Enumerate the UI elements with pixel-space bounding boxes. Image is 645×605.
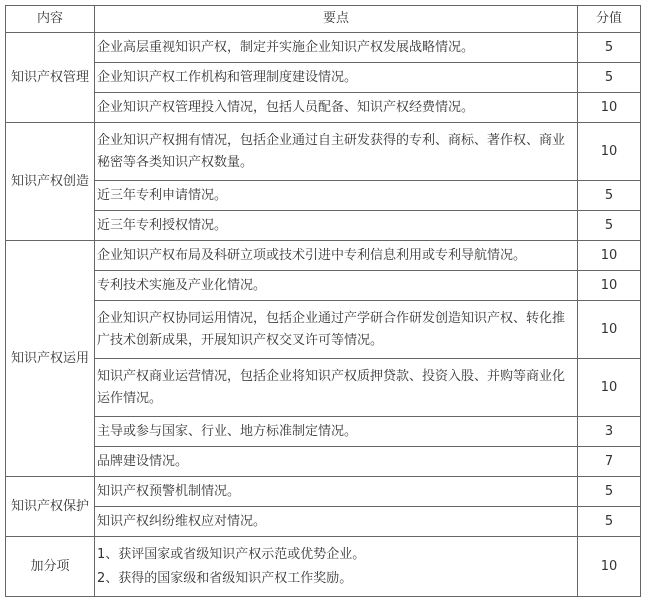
table-row [6, 477, 641, 507]
point-cell: 企业知识产权协同运用情况，包括企业通过产学研合作研发创造知识产权、转化推广技术创新成果，开展知识产权交叉许可等情况。 [95, 301, 578, 359]
score-cell: 3 [578, 417, 641, 447]
score-cell: 10 [578, 301, 641, 359]
table-row [6, 123, 641, 181]
header-row [6, 6, 641, 33]
point-cell: 知识产权纠纷维权应对情况。 [95, 507, 578, 537]
score-cell: 5 [578, 507, 641, 537]
bonus-item: 1、获评国家或省级知识产权示范或优势企业。 [97, 546, 366, 562]
point-cell: 近三年专利申请情况。 [95, 181, 578, 211]
score-cell: 10 [578, 93, 641, 123]
ip-score-table [5, 5, 641, 597]
category-cell: 知识产权创造 [6, 123, 95, 241]
point-cell: 品牌建设情况。 [95, 447, 578, 477]
header-score: 分值 [578, 6, 641, 33]
score-cell: 5 [578, 63, 641, 93]
point-cell: 企业知识产权管理投入情况，包括人员配备、知识产权经费情况。 [95, 93, 578, 123]
header-content: 内容 [6, 6, 95, 33]
bonus-row [6, 537, 641, 597]
table-row [6, 241, 641, 271]
point-cell: 知识产权商业运营情况，包括企业将知识产权质押贷款、投资入股、并购等商业化运作情况。 [95, 359, 578, 417]
table-row [6, 93, 641, 123]
point-cell: 近三年专利授权情况。 [95, 211, 578, 241]
point-cell: 主导或参与国家、行业、地方标准制定情况。 [95, 417, 578, 447]
table-row [6, 507, 641, 537]
bonus-category-cell: 加分项 [6, 537, 95, 597]
bonus-items-cell [95, 537, 578, 597]
table-row [6, 33, 641, 63]
table-row [6, 181, 641, 211]
score-cell: 10 [578, 123, 641, 181]
table-row [6, 301, 641, 359]
score-cell: 5 [578, 477, 641, 507]
table-row [6, 447, 641, 477]
table-row [6, 63, 641, 93]
point-cell: 企业知识产权布局及科研立项或技术引进中专利信息利用或专利导航情况。 [95, 241, 578, 271]
category-cell: 知识产权管理 [6, 33, 95, 123]
score-cell: 5 [578, 33, 641, 63]
score-cell: 10 [578, 241, 641, 271]
score-cell: 7 [578, 447, 641, 477]
score-cell: 10 [578, 359, 641, 417]
bonus-score-cell: 10 [578, 537, 641, 597]
category-cell: 知识产权保护 [6, 477, 95, 537]
table-row [6, 211, 641, 241]
table-row [6, 359, 641, 417]
point-cell: 企业高层重视知识产权，制定并实施企业知识产权发展战略情况。 [95, 33, 578, 63]
table-row [6, 417, 641, 447]
table-row [6, 271, 641, 301]
score-cell: 5 [578, 211, 641, 241]
header-points: 要点 [95, 6, 578, 33]
point-cell: 企业知识产权工作机构和管理制度建设情况。 [95, 63, 578, 93]
point-cell: 专利技术实施及产业化情况。 [95, 271, 578, 301]
bonus-item: 2、获得的国家级和省级知识产权工作奖励。 [97, 570, 353, 586]
score-cell: 5 [578, 181, 641, 211]
point-cell: 知识产权预警机制情况。 [95, 477, 578, 507]
score-cell: 10 [578, 271, 641, 301]
point-cell: 企业知识产权拥有情况，包括企业通过自主研发获得的专利、商标、著作权、商业秘密等各类知识产权数量。 [95, 123, 578, 181]
category-cell: 知识产权运用 [6, 241, 95, 477]
